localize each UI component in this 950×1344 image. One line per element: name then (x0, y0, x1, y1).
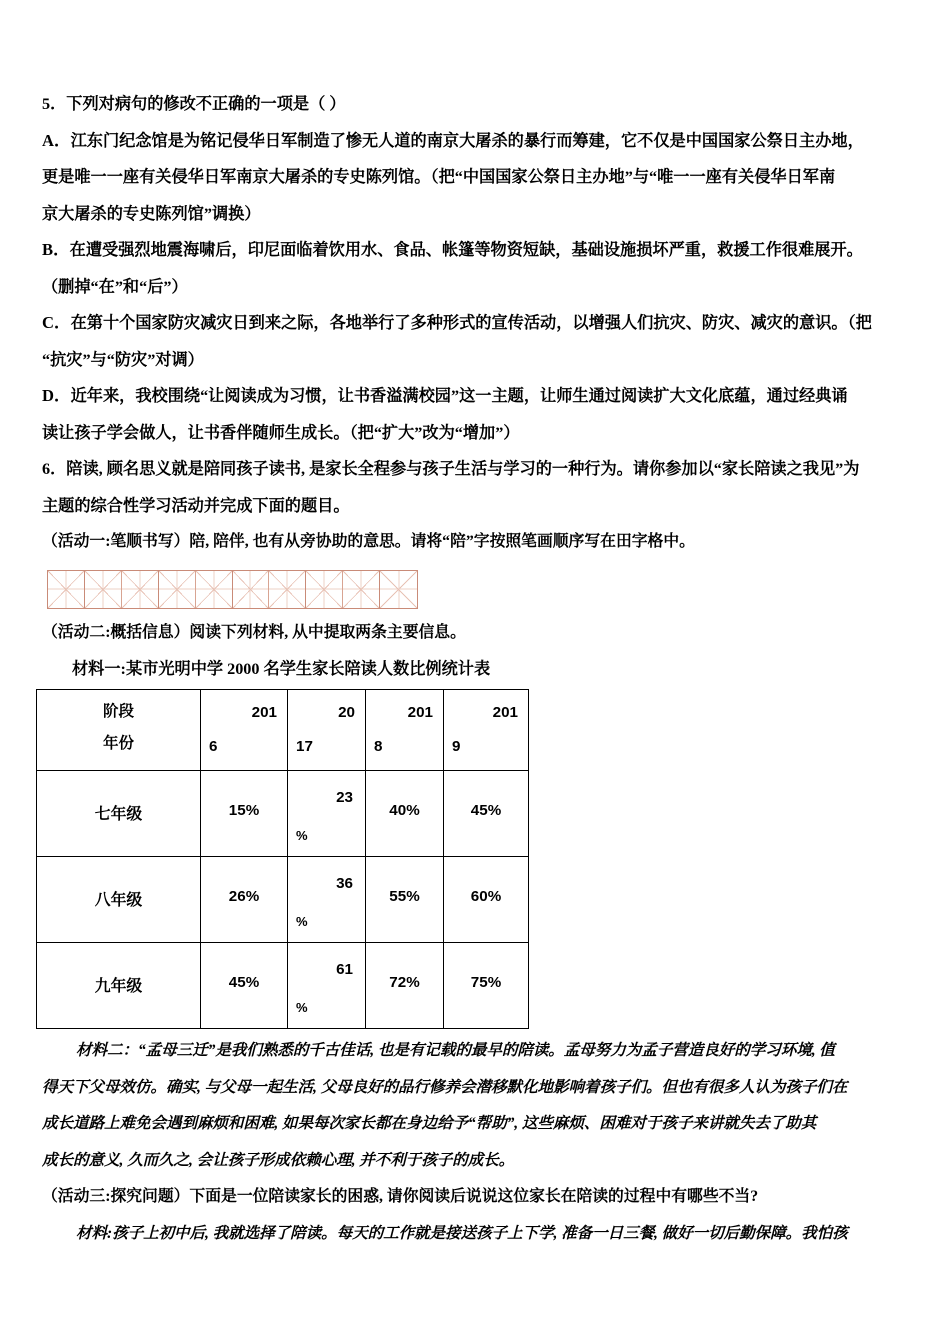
material-2-line-2: 得天下父母效仿。确实, 与父母一起生活, 父母良好的品行修养会潜移默化地影响着孩子们。但也有很多人认为孩子们在 (42, 1078, 848, 1096)
statistics-table (36, 689, 529, 1029)
option-c-line-2: “抗灾”与“防灾”对调） (42, 350, 204, 369)
question-6-number: 6． (42, 460, 67, 478)
table-header-cell-2019 (444, 690, 529, 771)
value-grade7-2017-number: 23 (336, 789, 353, 806)
cell-grade7-2017 (288, 771, 366, 857)
tianzige-cell[interactable] (196, 571, 233, 608)
value-grade9-2018: 72% (389, 974, 420, 991)
value-grade7-2017-symbol: % (296, 828, 308, 843)
row-label-grade7 (37, 771, 201, 857)
year-top-2018: 201 (407, 704, 433, 721)
cell-grade9-2019 (444, 943, 529, 1029)
tianzige-cell[interactable] (343, 571, 380, 608)
question-5-stem-text: 下列对病句的修改不正确的一项是（ ） (66, 95, 346, 113)
tianzige-cell[interactable] (269, 571, 306, 608)
tianzige-cell[interactable] (159, 571, 196, 608)
value-grade8-2017-number: 36 (336, 875, 353, 892)
value-grade7-2019: 45% (470, 802, 502, 819)
option-b-letter: B． (42, 240, 70, 259)
material-2-line-1: 材料二：“孟母三迁”是我们熟悉的千古佳话, 也是有记载的最早的陪读。孟母努力为孟子营造良好的学习环境, 值 (76, 1042, 835, 1059)
cell-grade8-2017 (288, 857, 366, 943)
value-grade9-2019: 75% (470, 974, 502, 991)
cell-grade9-2018 (366, 943, 444, 1029)
option-d-letter: D． (42, 386, 71, 405)
tianzige-writing-grid[interactable] (47, 570, 418, 609)
year-bottom-2016: 6 (209, 738, 218, 755)
option-a-letter: A． (42, 130, 71, 150)
table-row (37, 943, 529, 1029)
activity-3-instruction: （活动三:探究问题）下面是一位陪读家长的困惑, 请你阅读后说说这位家长在陪读的过程中有哪些不当? (42, 1188, 759, 1205)
option-d-line-1 (42, 378, 914, 415)
year-bottom-2018: 8 (374, 738, 383, 755)
tianzige-cell[interactable] (85, 571, 122, 608)
year-top-2017: 20 (338, 704, 355, 721)
value-grade8-2016: 26% (228, 888, 260, 905)
material-3-line-1: 材料:孩子上初中后, 我就选择了陪读。每天的工作就是接送孩子上下学, 准备一日三餐, 做好一切后勤保障。我怕孩 (76, 1224, 848, 1242)
year-top-2016: 201 (251, 704, 277, 721)
value-grade8-2019: 60% (470, 888, 502, 905)
option-a-text-1: 江东门纪念馆是为铭记侵华日军制造了惨无人道的南京大屠杀的暴行而筹建，它不仅是中国国家公祭日主办地， (70, 131, 864, 150)
cell-grade9-2017 (288, 943, 366, 1029)
value-grade7-2018: 40% (389, 802, 420, 819)
value-grade7-2016: 15% (228, 802, 260, 819)
option-a-line-3: 京大屠杀的专史陈列馆”调换） (42, 204, 261, 223)
value-grade8-2017-symbol: % (296, 914, 308, 929)
question-6-stem-line-1 (42, 451, 914, 488)
option-c-letter: C． (42, 313, 71, 332)
question-5-number: 5． (42, 95, 67, 113)
option-d-text-1: 近年来，我校围绕“让阅读成为习惯，让书香溢满校园”这一主题，让师生通过阅读扩大文化底蕴，通过经典诵 (70, 387, 848, 405)
tianzige-cell[interactable] (48, 571, 85, 608)
statistics-table-caption: 材料一:某市光明中学 2000 名学生家长陪读人数比例统计表 (72, 660, 491, 678)
value-grade9-2016: 45% (228, 974, 260, 991)
year-bottom-2017: 17 (296, 738, 313, 755)
cell-grade7-2016 (201, 771, 288, 857)
cell-grade8-2019 (444, 857, 529, 943)
activity-1-instruction: （活动一:笔顺书写）陪, 陪伴, 也有从旁协助的意思。请将“陪”字按照笔画顺序写在田字格中。 (42, 533, 695, 550)
option-a-line-2: 更是唯一一座有关侵华日军南京大屠杀的专史陈列馆。（把“中国国家公祭日主办地”与“唯一一座有关侵华日军南 (42, 168, 836, 186)
value-grade8-2018: 55% (389, 888, 420, 905)
value-grade9-2017-number: 61 (336, 961, 353, 978)
cell-grade8-2016 (201, 857, 288, 943)
option-c-line-1 (42, 305, 914, 342)
row-label-grade9 (37, 943, 201, 1029)
year-bottom-2019: 9 (452, 738, 461, 755)
cell-grade8-2018 (366, 857, 444, 943)
table-row (37, 771, 529, 857)
grade-8-label: 八年级 (94, 892, 143, 909)
option-d-line-2: 读让孩子学会做人，让书香伴随师生成长。（把“扩大”改为“增加”） (42, 423, 520, 442)
value-grade9-2017-symbol: % (296, 1000, 308, 1015)
year-top-2019: 201 (492, 704, 518, 721)
option-b-line-2: （删掉“在”和“后”） (42, 277, 188, 296)
cell-grade7-2018 (366, 771, 444, 857)
question-5-stem (42, 86, 914, 123)
cell-grade9-2016 (201, 943, 288, 1029)
question-6-stem-text-1: 陪读, 顾名思义就是陪同孩子读书, 是家长全程参与孩子生活与学习的一种行为。请你参加以“家长陪读之我见”为 (66, 460, 860, 478)
option-b-line-1 (42, 232, 914, 269)
table-header-cell-2016 (201, 690, 288, 771)
corner-year-label: 年份 (102, 735, 134, 752)
table-corner-cell (37, 690, 201, 771)
material-2-line-3: 成长道路上难免会遇到麻烦和困难, 如果每次家长都在身边给予“帮助”, 这些麻烦、困难对于孩子来讲就失去了助其 (42, 1115, 817, 1132)
corner-stage-label: 阶段 (102, 703, 134, 720)
cell-grade7-2019 (444, 771, 529, 857)
tianzige-cell[interactable] (380, 571, 417, 608)
option-c-text-1: 在第十个国家防灾减灾日到来之际，各地举行了多种形式的宣传活动，以增强人们抗灾、防灾、减灾的意识。（把 (70, 314, 872, 332)
tianzige-cell[interactable] (233, 571, 270, 608)
activity-2-instruction: （活动二:概括信息）阅读下列材料, 从中提取两条主要信息。 (42, 623, 466, 641)
table-header-cell-2017 (288, 690, 366, 771)
table-header-cell-2018 (366, 690, 444, 771)
grade-9-label: 九年级 (94, 978, 143, 995)
table-row (37, 857, 529, 943)
question-6-stem-line-2: 主题的综合性学习活动并完成下面的题目。 (42, 496, 350, 515)
tianzige-cell[interactable] (306, 571, 343, 608)
option-a-line-1 (42, 123, 914, 160)
table-header-row (37, 690, 529, 771)
tianzige-cell[interactable] (122, 571, 159, 608)
grade-7-label: 七年级 (94, 806, 143, 823)
row-label-grade8 (37, 857, 201, 943)
option-b-text-1: 在遭受强烈地震海啸后，印尼面临着饮用水、食品、帐篷等物资短缺，基础设施损坏严重，救援工作很难展开。 (69, 241, 863, 259)
material-2-line-4: 成长的意义, 久而久之, 会让孩子形成依赖心理, 并不利于孩子的成长。 (42, 1151, 515, 1169)
